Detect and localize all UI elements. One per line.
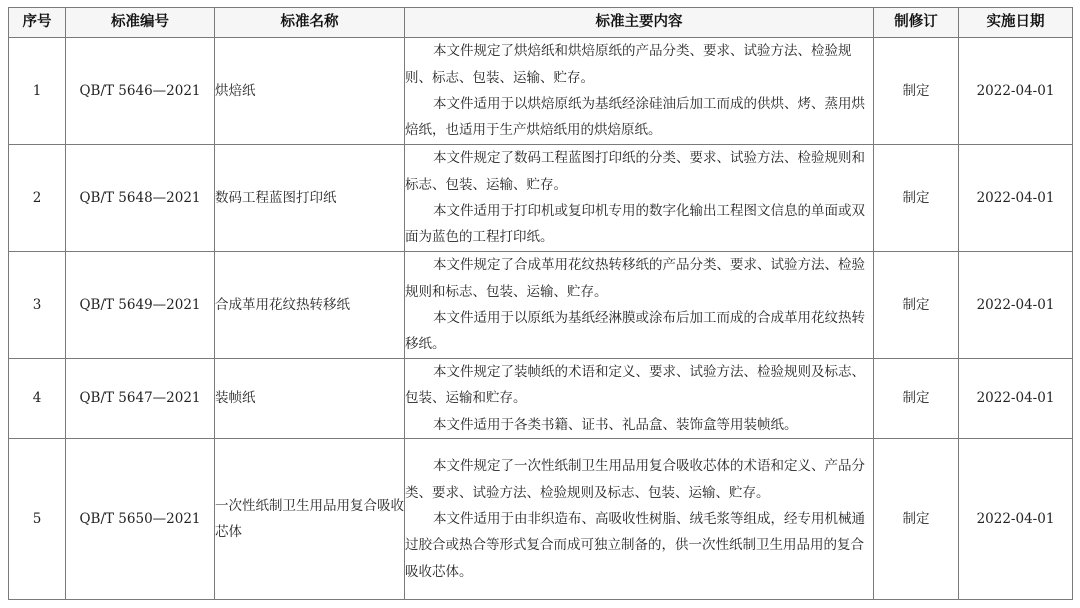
standard-code: QB/T 5649—2021 [66,252,215,359]
standard-name: 烘焙纸 [215,38,405,145]
standard-code: QB/T 5648—2021 [66,145,215,252]
table-row [9,359,1073,439]
row-number: 4 [9,359,66,439]
table-row [9,439,1073,600]
standard-name: 一次性纸制卫生用品用复合吸收芯体 [215,439,405,600]
row-number: 2 [9,145,66,252]
standard-name: 数码工程蓝图打印纸 [215,145,405,252]
content-scope-paragraph: 本文件规定了装帧纸的术语和定义、要求、试验方法、检验规则及标志、包装、运输和贮存。 [405,364,865,407]
row-number: 5 [9,439,66,600]
header-revision: 制修订 [874,8,959,38]
effective-date: 2022-04-01 [959,439,1073,600]
header-row [9,8,1073,38]
header-no: 序号 [9,8,66,38]
standard-code: QB/T 5647—2021 [66,359,215,439]
standards-table [8,7,1073,600]
content-applicability-paragraph: 本文件适用于以原纸为基纸经淋膜或涂布后加工而成的合成革用花纹热转移纸。 [405,310,865,353]
revision-type: 制定 [874,145,959,252]
standard-content [405,38,874,145]
standard-code: QB/T 5646—2021 [66,38,215,145]
content-applicability-paragraph: 本文件适用于由非织造布、高吸收性树脂、绒毛浆等组成，经专用机械通过胶合或热合等形式复合而成可独立制备的，供一次性纸制卫生用品用的复合吸收芯体。 [405,511,865,580]
row-number: 3 [9,252,66,359]
content-scope-paragraph: 本文件规定了数码工程蓝图打印纸的分类、要求、试验方法、检验规则和标志、包装、运输、贮存。 [405,150,865,193]
standard-name: 合成革用花纹热转移纸 [215,252,405,359]
revision-type: 制定 [874,252,959,359]
standard-name: 装帧纸 [215,359,405,439]
revision-type: 制定 [874,38,959,145]
header-date: 实施日期 [959,8,1073,38]
header-name: 标准名称 [215,8,405,38]
content-applicability-paragraph: 本文件适用于打印机或复印机专用的数字化输出工程图文信息的单面或双面为蓝色的工程打印纸。 [405,203,865,246]
standard-content [405,359,874,439]
revision-type: 制定 [874,359,959,439]
content-applicability-paragraph: 本文件适用于各类书籍、证书、礼品盒、装饰盒等用装帧纸。 [433,416,798,433]
effective-date: 2022-04-01 [959,359,1073,439]
content-applicability-paragraph: 本文件适用于以烘焙原纸为基纸经涂硅油后加工而成的供烘、烤、蒸用烘焙纸，也适用于生产烘焙纸用的烘焙原纸。 [405,96,865,139]
content-scope-paragraph: 本文件规定了烘焙纸和烘焙原纸的产品分类、要求、试验方法、检验规则、标志、包装、运输、贮存。 [405,43,852,86]
content-scope-paragraph: 本文件规定了一次性纸制卫生用品用复合吸收芯体的术语和定义、产品分类、要求、试验方法、检验规则及标志、包装、运输、贮存。 [405,458,865,501]
effective-date: 2022-04-01 [959,38,1073,145]
standard-content [405,439,874,600]
header-code: 标准编号 [66,8,215,38]
row-number: 1 [9,38,66,145]
standard-code: QB/T 5650—2021 [66,439,215,600]
table-row [9,145,1073,252]
header-content: 标准主要内容 [405,8,874,38]
table-row [9,252,1073,359]
content-scope-paragraph: 本文件规定了合成革用花纹热转移纸的产品分类、要求、试验方法、检验规则和标志、包装、运输、贮存。 [405,257,865,300]
effective-date: 2022-04-01 [959,145,1073,252]
standard-content [405,145,874,252]
table-row [9,38,1073,145]
standard-content [405,252,874,359]
revision-type: 制定 [874,439,959,600]
effective-date: 2022-04-01 [959,252,1073,359]
